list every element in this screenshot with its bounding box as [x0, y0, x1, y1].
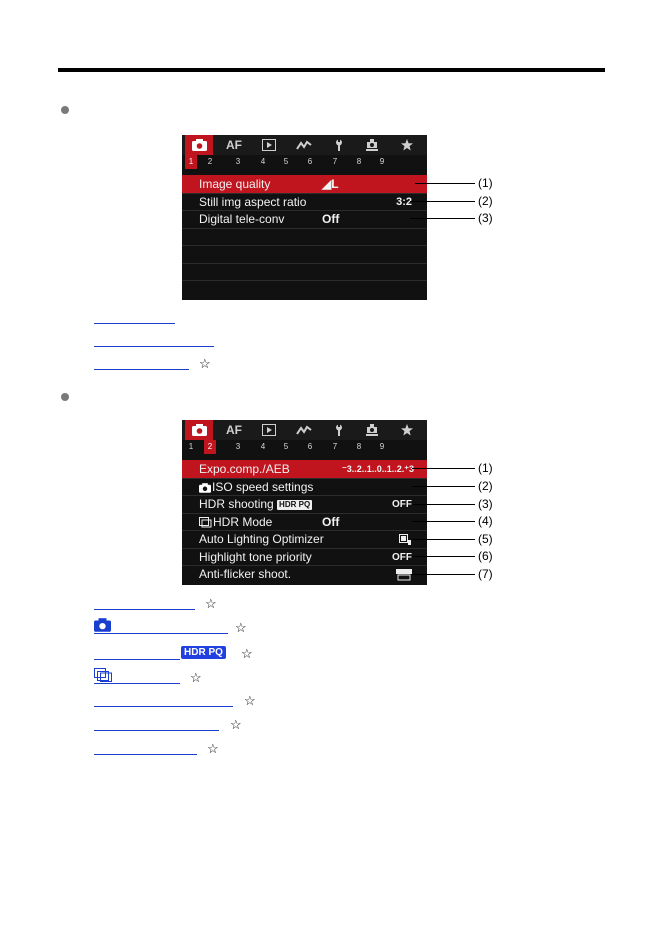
menu-item-value: OFF — [392, 551, 412, 563]
tab-wireless[interactable] — [290, 420, 318, 440]
link-image-quality[interactable] — [94, 308, 175, 324]
camera-icon — [199, 483, 211, 493]
playback-icon — [262, 424, 276, 436]
callout-line — [412, 539, 475, 540]
menu-item-label: Still img aspect ratio — [199, 194, 307, 209]
tab-custom[interactable] — [358, 135, 386, 155]
menu-item-value: Off — [322, 212, 340, 226]
star-icon — [401, 139, 413, 151]
link-auto-lighting-optimizer[interactable] — [94, 691, 233, 707]
tab-af[interactable]: AF — [226, 423, 242, 437]
advanced-star-icon: ☆ — [205, 596, 217, 611]
menu-item-value: Off — [322, 514, 340, 529]
menu-item-label-text: HDR shooting — [199, 497, 274, 511]
menu-item-digital-tele-conv[interactable] — [182, 210, 427, 228]
custom-functions-icon — [365, 424, 379, 436]
menu-item-label: Anti-flicker shoot. — [199, 567, 292, 581]
advanced-star-icon: ☆ — [199, 356, 211, 371]
tab-shooting[interactable] — [185, 135, 213, 155]
page-header-rule — [58, 68, 605, 72]
page-number[interactable]: 4 — [260, 157, 266, 166]
camera-icon — [192, 139, 207, 151]
page-number[interactable]: 7 — [332, 442, 338, 451]
advanced-star-icon: ☆ — [241, 646, 253, 661]
hdr-pq-badge: HDR PQ — [181, 646, 226, 659]
callout-line — [412, 504, 475, 505]
page-number[interactable]: 2 — [207, 157, 213, 166]
page-number[interactable]: 5 — [283, 157, 289, 166]
menu-item-expo-comp-aeb[interactable] — [182, 460, 427, 478]
tab-playback[interactable] — [255, 135, 283, 155]
wireless-icon — [296, 424, 312, 436]
menu-item-value: 3:2 — [396, 195, 412, 208]
tab-af[interactable]: AF — [226, 138, 242, 152]
menu-item-label: Highlight tone priority — [199, 549, 312, 564]
menu-item-highlight-tone-priority[interactable] — [182, 548, 427, 566]
playback-icon — [262, 139, 276, 151]
menu-tabs — [182, 420, 427, 440]
camera-menu-screen-1 — [182, 135, 427, 300]
menu-page-numbers — [182, 440, 427, 454]
wireless-icon — [296, 139, 312, 151]
link-anti-flicker-shoot[interactable] — [94, 739, 197, 755]
page-number[interactable]: 4 — [260, 442, 266, 451]
page-number[interactable]: 2 — [204, 440, 216, 454]
callout-number: (4) — [478, 514, 493, 528]
page-number[interactable]: 9 — [379, 157, 385, 166]
page-number[interactable]: 7 — [332, 157, 338, 166]
auto-lighting-optimizer-icon — [399, 534, 411, 545]
menu-item-label: HDR Mode — [213, 514, 273, 529]
link-hdr-mode[interactable] — [94, 668, 180, 684]
menu-item-label: ISO speed settings — [212, 479, 314, 494]
advanced-star-icon: ☆ — [235, 620, 247, 635]
page-number[interactable]: 8 — [356, 442, 362, 451]
menu-item-anti-flicker-shoot[interactable] — [182, 565, 427, 583]
flicker-off-icon — [396, 569, 412, 581]
callout-line — [412, 556, 475, 557]
page-number[interactable]: 5 — [283, 442, 289, 451]
tab-playback[interactable] — [255, 420, 283, 440]
page-number[interactable]: 6 — [307, 157, 313, 166]
menu-item-hdr-mode[interactable] — [182, 513, 427, 531]
star-icon — [401, 424, 413, 436]
advanced-star-icon: ☆ — [207, 741, 219, 756]
page-number[interactable]: 1 — [188, 442, 194, 451]
hdr-pq-badge: HDR PQ — [279, 500, 311, 509]
wrench-icon — [334, 424, 344, 436]
wrench-icon — [334, 139, 344, 151]
menu-item-label: Image quality — [199, 177, 271, 191]
link-aspect-ratio[interactable] — [94, 331, 214, 347]
tab-my-menu[interactable] — [393, 420, 421, 440]
menu-item-iso-speed-settings[interactable] — [182, 478, 427, 496]
menu-item-label: Expo.comp./AEB — [199, 462, 290, 476]
tab-custom[interactable] — [358, 420, 386, 440]
callout-number: (3) — [478, 211, 493, 225]
advanced-star-icon: ☆ — [190, 670, 202, 685]
page-number[interactable]: 1 — [185, 155, 197, 169]
callout-line — [412, 574, 475, 575]
callout-number: (3) — [478, 497, 493, 511]
callout-number: (5) — [478, 532, 493, 546]
menu-page-numbers — [182, 155, 427, 169]
link-hdr-shooting[interactable] — [94, 644, 180, 660]
callout-number: (6) — [478, 549, 493, 563]
link-digital-tele-conv[interactable] — [94, 354, 189, 370]
section-bullet — [61, 106, 69, 114]
link-expo-comp-aeb[interactable] — [94, 594, 195, 610]
callout-line — [412, 468, 475, 469]
camera-menu-screen-2 — [182, 420, 427, 585]
callout-line — [412, 521, 475, 522]
tab-setup[interactable] — [325, 420, 353, 440]
menu-item-label: Auto Lighting Optimizer — [199, 532, 324, 546]
page-number[interactable]: 9 — [379, 442, 385, 451]
callout-line — [412, 486, 475, 487]
menu-row-empty — [182, 228, 427, 246]
advanced-star-icon: ☆ — [230, 717, 242, 732]
page-number[interactable]: 6 — [307, 442, 313, 451]
scrollbar[interactable] — [416, 175, 427, 193]
menu-item-value: OFF — [392, 499, 412, 510]
menu-row-empty — [182, 263, 427, 281]
tab-setup[interactable] — [325, 135, 353, 155]
menu-item-auto-lighting-optimizer[interactable] — [182, 530, 427, 548]
menu-row-empty — [182, 280, 427, 298]
callout-line — [410, 201, 475, 202]
tab-shooting[interactable] — [185, 420, 213, 440]
section-bullet — [61, 393, 69, 401]
exposure-scale: ⁻3..2..1..0..1..2.⁺3 — [341, 464, 414, 474]
page-number[interactable]: 3 — [235, 157, 241, 166]
camera-icon — [192, 424, 207, 436]
scrollbar[interactable] — [416, 460, 427, 478]
link-highlight-tone-priority[interactable] — [94, 715, 219, 731]
tab-wireless[interactable] — [290, 135, 318, 155]
menu-item-image-quality[interactable] — [182, 175, 427, 193]
page-number[interactable]: 8 — [356, 157, 362, 166]
callout-number: (2) — [478, 194, 493, 208]
page-number[interactable]: 3 — [235, 442, 241, 451]
callout-number: (7) — [478, 567, 493, 581]
hdr-mode-icon — [199, 517, 212, 528]
menu-item-aspect-ratio[interactable] — [182, 193, 427, 211]
menu-item-label — [199, 496, 312, 513]
link-iso-speed-settings[interactable] — [94, 618, 228, 634]
menu-item-label: Digital tele-conv — [199, 212, 285, 226]
menu-tabs — [182, 135, 427, 155]
advanced-star-icon: ☆ — [244, 693, 256, 708]
callout-line — [410, 218, 475, 219]
menu-row-empty — [182, 245, 427, 263]
menu-item-value: ◢L — [322, 177, 339, 191]
callout-number: (2) — [478, 479, 493, 493]
callout-number: (1) — [478, 176, 493, 190]
tab-my-menu[interactable] — [393, 135, 421, 155]
menu-item-hdr-shooting[interactable] — [182, 495, 427, 513]
callout-line — [415, 183, 475, 184]
callout-number: (1) — [478, 461, 493, 475]
custom-functions-icon — [365, 139, 379, 151]
